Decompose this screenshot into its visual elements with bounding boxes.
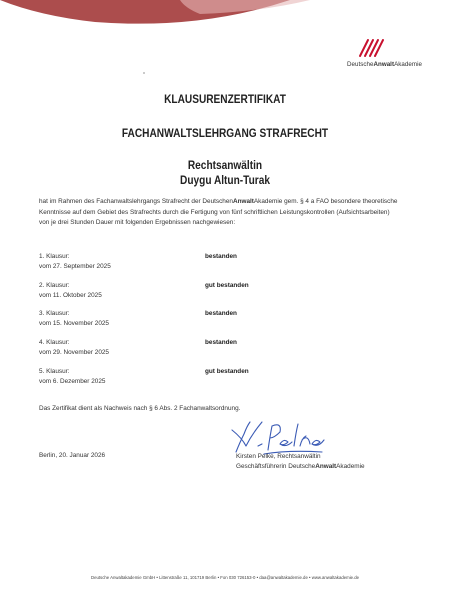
exam-5-result: gut bestanden bbox=[205, 368, 249, 375]
exam-2-date: vom 11. Oktober 2025 bbox=[39, 292, 102, 299]
top-decorative-arc bbox=[0, 0, 450, 40]
intro-paragraph: hat im Rahmen des Fachanwaltslehrgangs Strafrecht der DeutschenAnwaltAkademie gem. § 4 a FAO besondere theoretische Kenntnisse auf dem Gebiet des Strafrechts durch die Fertigung von fünf schriftlichen Leistungskontrollen (Aufsichtsarbeiten) von je drei Stunden Dauer mit folgenden Ergebnissen nachgewiesen: bbox=[39, 198, 398, 226]
signer-name: Kirsten Pelke, Rechtsanwältin bbox=[236, 453, 321, 460]
signer-block bbox=[236, 452, 365, 472]
signer-title: Geschäftsführerin DeutscheAnwaltAkademie bbox=[236, 463, 365, 470]
scan-dot bbox=[143, 72, 145, 74]
exam-2-label: 2. Klausur: bbox=[39, 282, 70, 289]
logo-stripes-icon bbox=[358, 36, 386, 58]
exam-4-date: vom 29. November 2025 bbox=[39, 349, 109, 356]
exam-1-result: bestanden bbox=[205, 253, 237, 260]
exam-5-date: vom 6. Dezember 2025 bbox=[39, 378, 106, 385]
logo-wordmark: DeutscheAnwaltAkademie bbox=[346, 61, 422, 68]
brand-logo bbox=[322, 36, 422, 72]
certificate-subtitle: FACHANWALTSLEHRGANG STRAFRECHT bbox=[121, 128, 329, 140]
handwritten-signature bbox=[228, 416, 328, 456]
exam-5-label: 5. Klausur: bbox=[39, 368, 70, 375]
footer-contact: Deutsche Anwaltakademie GmbH • Littenstraße 11, 101719 Berlin • Fon 030 726153-0 • daa@anwaltakademie.de • www.anwaltakademie.de bbox=[90, 575, 360, 580]
place-and-date: Berlin, 20. Januar 2026 bbox=[39, 452, 106, 459]
certificate-note: Das Zertifikat dient als Nachweis nach § 6 Abs. 2 Fachanwaltsordnung. bbox=[39, 405, 241, 412]
recipient-role: Rechtsanwältin bbox=[187, 160, 263, 172]
exam-4-label: 4. Klausur: bbox=[39, 339, 70, 346]
exam-3-label: 3. Klausur: bbox=[39, 310, 70, 317]
recipient-name: Duygu Altun-Turak bbox=[180, 175, 270, 187]
exam-1-date: vom 27. September 2025 bbox=[39, 263, 111, 270]
exam-1-label: 1. Klausur: bbox=[39, 253, 70, 260]
exam-4-result: bestanden bbox=[205, 339, 237, 346]
certificate-title: KLAUSURENZERTIFIKAT bbox=[164, 94, 286, 106]
exam-3-result: bestanden bbox=[205, 310, 237, 317]
exam-3-date: vom 15. November 2025 bbox=[39, 320, 109, 327]
exam-2-result: gut bestanden bbox=[205, 282, 249, 289]
